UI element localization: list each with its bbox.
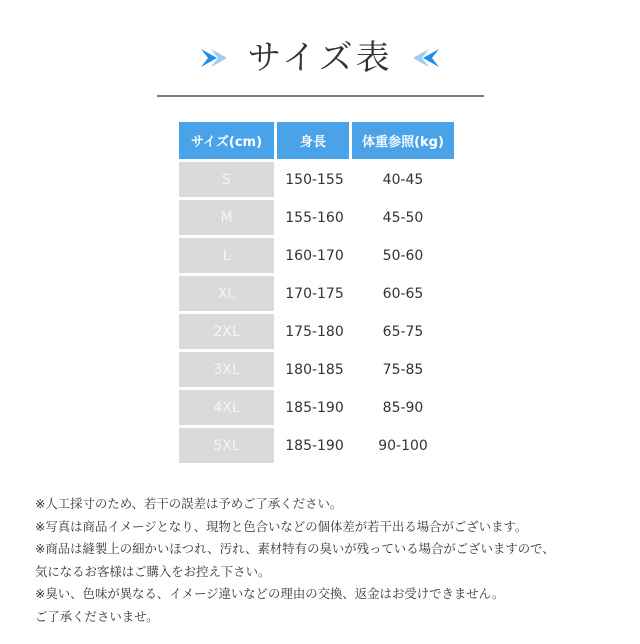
- height-cell: 170-175: [277, 276, 352, 314]
- header-weight: 体重参照(kg): [352, 122, 454, 162]
- chevron-left-icon: [411, 47, 441, 69]
- weight-cell: 85-90: [352, 390, 454, 428]
- note-line: ※人工採寸のため、若干の誤差は予めご了承ください。: [35, 496, 343, 511]
- height-cell: 185-190: [277, 390, 352, 428]
- table-header-row: [179, 122, 454, 162]
- height-cell: 180-185: [277, 352, 352, 390]
- table-row: [179, 314, 454, 352]
- weight-cell: 75-85: [352, 352, 454, 390]
- table-row: [179, 238, 454, 276]
- note-line: 気になるお客様はご購入をお控え下さい。: [35, 563, 271, 579]
- size-table: [179, 122, 454, 466]
- weight-cell: 40-45: [352, 162, 454, 200]
- height-cell: 155-160: [277, 200, 352, 238]
- notes-block: [35, 493, 635, 629]
- table-row: [179, 200, 454, 238]
- table-row: [179, 390, 454, 428]
- table-row: [179, 352, 454, 390]
- size-cell: 4XL: [179, 390, 277, 428]
- note-line: ※臭い、色味が異なる、イメージ違いなどの理由の交換、返金はお受けできません。: [35, 586, 505, 602]
- height-cell: 175-180: [277, 314, 352, 352]
- header-size: サイズ(cm): [179, 122, 277, 162]
- size-cell: M: [179, 200, 277, 238]
- height-cell: 185-190: [277, 428, 352, 466]
- size-cell: XL: [179, 276, 277, 314]
- note-line: ※写真は商品イメージとなり、現物と色合いなどの個体差が若干出る場合がございます。: [35, 518, 528, 534]
- weight-cell: 50-60: [352, 238, 454, 276]
- table-row: [179, 276, 454, 314]
- title-divider: [157, 95, 484, 97]
- size-cell: 2XL: [179, 314, 277, 352]
- table-row: [179, 428, 454, 466]
- size-cell: L: [179, 238, 277, 276]
- height-cell: 160-170: [277, 238, 352, 276]
- size-cell: S: [179, 162, 277, 200]
- note-line: ※商品は縫製上の細かいほつれ、汚れ、素材特有の臭いが残っている場合がございますので、: [35, 541, 555, 557]
- weight-cell: 45-50: [352, 200, 454, 238]
- weight-cell: 65-75: [352, 314, 454, 352]
- table-row: [179, 162, 454, 200]
- height-cell: 150-155: [277, 162, 352, 200]
- header-height: 身長: [277, 122, 352, 162]
- weight-cell: 60-65: [352, 276, 454, 314]
- note-line: ご了承くださいませ。: [35, 608, 159, 624]
- weight-cell: 90-100: [352, 428, 454, 466]
- size-cell: 5XL: [179, 428, 277, 466]
- size-cell: 3XL: [179, 352, 277, 390]
- chevron-right-icon: [199, 47, 229, 69]
- title-block: [0, 30, 640, 86]
- page-title: サイズ表: [247, 38, 393, 78]
